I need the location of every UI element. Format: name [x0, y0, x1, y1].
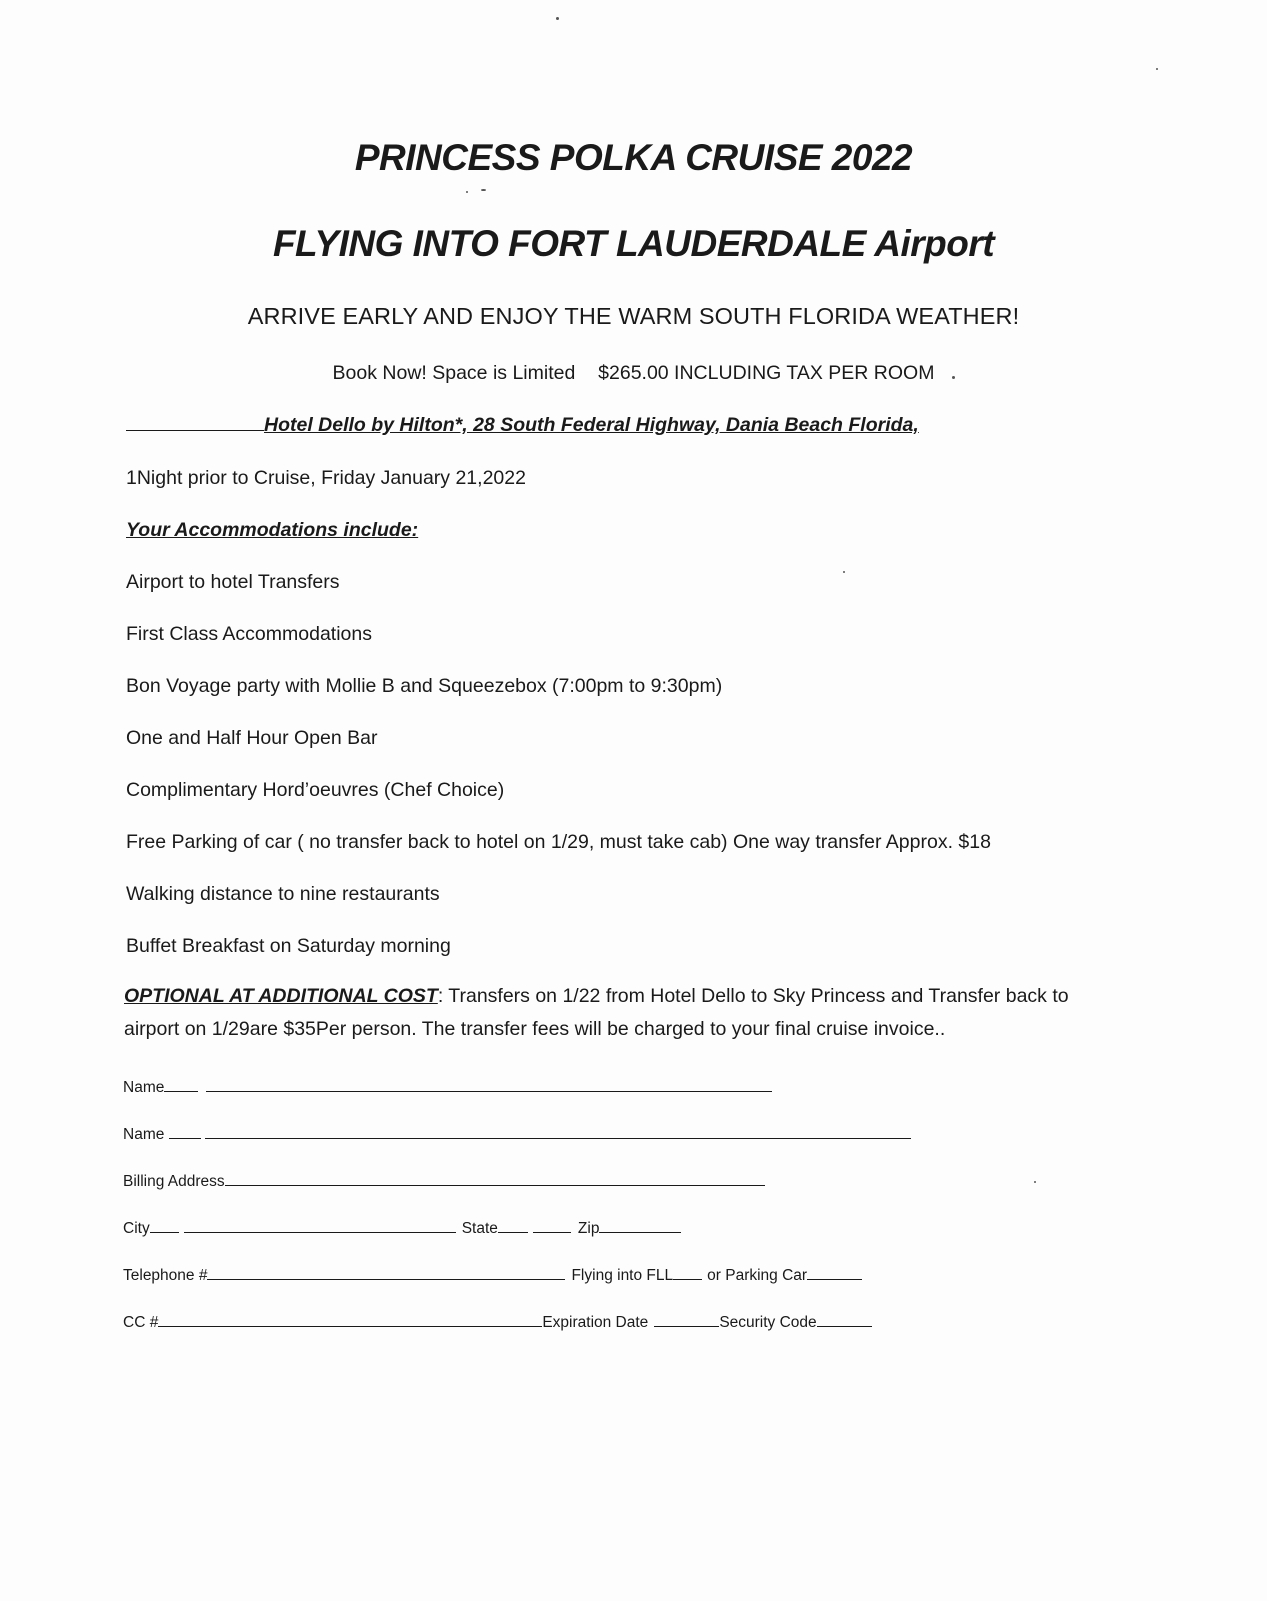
scan-speck: [481, 189, 486, 191]
form-row-billing: [123, 1173, 765, 1191]
page-subtitle: FLYING INTO FORT LAUDERDALE Airport: [272, 223, 995, 264]
tagline: ARRIVE EARLY AND ENJOY THE WARM SOUTH FLORIDA WEATHER!: [247, 303, 1020, 329]
state-field[interactable]: [533, 1231, 571, 1233]
book-now-text: Book Now! Space is Limited: [332, 362, 576, 384]
billing-address-label: Billing Address: [123, 1173, 225, 1190]
city-label: City: [123, 1220, 150, 1237]
flying-into-field[interactable]: [673, 1278, 702, 1280]
city-field[interactable]: [150, 1231, 179, 1233]
state-field[interactable]: [498, 1231, 528, 1233]
zip-field[interactable]: [599, 1231, 681, 1233]
security-code-field[interactable]: [817, 1325, 872, 1327]
name-field[interactable]: [164, 1090, 198, 1092]
price-text: $265.00 INCLUDING TAX PER ROOM: [598, 362, 935, 384]
form-row-telephone: [123, 1267, 862, 1285]
expiration-field[interactable]: [654, 1325, 719, 1327]
scan-speck: [843, 571, 845, 573]
telephone-field[interactable]: [207, 1278, 565, 1280]
night-info: 1Night prior to Cruise, Friday January 21,2022: [126, 467, 526, 489]
telephone-label: Telephone #: [123, 1267, 208, 1284]
form-row-cc: [123, 1314, 872, 1332]
list-item: Buffet Breakfast on Saturday morning: [126, 935, 451, 957]
billing-address-field[interactable]: [225, 1184, 765, 1186]
optional-label: OPTIONAL AT ADDITIONAL COST: [124, 985, 438, 1007]
cc-label: CC #: [123, 1314, 159, 1331]
flying-into-label: Flying into FLL: [571, 1267, 674, 1284]
city-field[interactable]: [184, 1231, 456, 1233]
booking-line: [0, 362, 1267, 385]
hotel-blank-line: [126, 429, 264, 431]
list-item: Airport to hotel Transfers: [126, 571, 340, 593]
parking-car-label: or Parking Car: [707, 1267, 808, 1284]
name-field[interactable]: [206, 1090, 772, 1092]
state-label: State: [461, 1220, 498, 1237]
list-item: Walking distance to nine restaurants: [126, 883, 440, 905]
scan-speck: [466, 191, 468, 193]
form-row-name-1: [123, 1079, 772, 1097]
list-item: Complimentary Hord’oeuvres (Chef Choice): [126, 779, 505, 801]
optional-paragraph: [124, 980, 1124, 1046]
list-item: Bon Voyage party with Mollie B and Squeezebox (7:00pm to 9:30pm): [126, 675, 723, 697]
name-label: Name: [123, 1126, 165, 1143]
scan-speck: [1156, 68, 1158, 70]
zip-label: Zip: [577, 1220, 600, 1237]
name-field[interactable]: [205, 1137, 911, 1139]
parking-car-field[interactable]: [807, 1278, 862, 1280]
name-label: Name: [123, 1079, 165, 1096]
name-field[interactable]: [169, 1137, 201, 1139]
expiration-label: Expiration Date: [542, 1314, 649, 1331]
form-row-name-2: [123, 1126, 911, 1144]
optional-text: : Transfers on 1/22 from Hotel Dello to Sky Princess and Transfer back to airport on 1/29are $35Per person. The transfer fees will be charged to your final cruise invoice..: [124, 985, 1069, 1040]
security-code-label: Security Code: [719, 1314, 817, 1331]
list-item: Free Parking of car ( no transfer back to hotel on 1/29, must take cab) One way transfer Approx. $18: [126, 831, 991, 853]
page-title: PRINCESS POLKA CRUISE 2022: [354, 137, 913, 178]
list-item: First Class Accommodations: [126, 623, 372, 645]
scan-speck: [556, 17, 559, 20]
form-row-city: [123, 1220, 681, 1238]
hotel-name: Hotel Dello by Hilton*, 28 South Federal Highway, Dania Beach Florida,: [264, 414, 919, 436]
cc-field[interactable]: [158, 1325, 542, 1327]
accommodations-heading: Your Accommodations include:: [126, 519, 419, 541]
scan-speck: [1034, 1181, 1036, 1183]
hotel-line: [126, 414, 919, 437]
list-item: One and Half Hour Open Bar: [126, 727, 378, 749]
